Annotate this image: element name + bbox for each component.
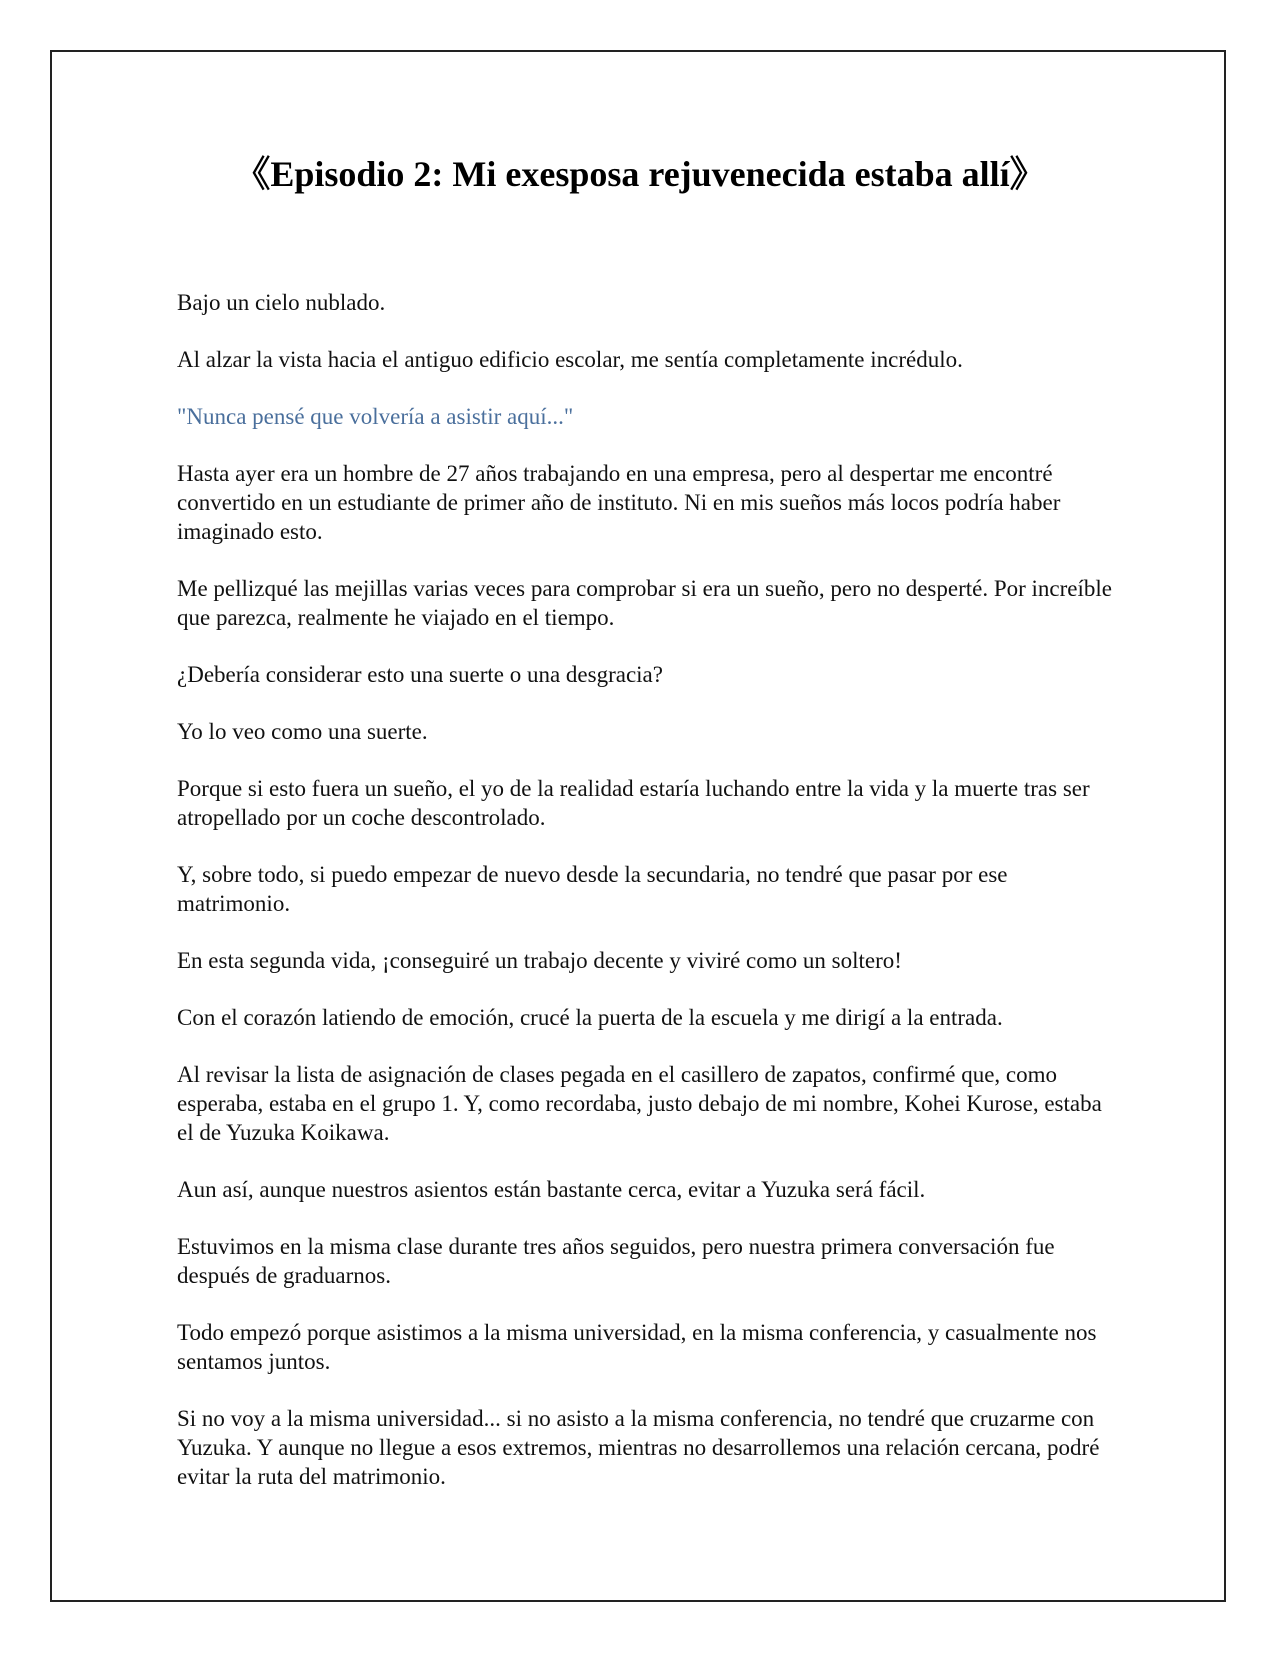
paragraph: En esta segunda vida, ¡conseguiré un trabajo decente y viviré como un soltero! <box>177 948 902 973</box>
dialogue-paragraph: "Nunca pensé que volvería a asistir aquí..." <box>177 404 574 429</box>
paragraph: Todo empezó porque asistimos a la misma universidad, en la misma conferencia, y casualmente nos sentamos juntos. <box>177 1320 1097 1374</box>
paragraph: Me pellizqué las mejillas varias veces para comprobar si era un sueño, pero no desperté. Por increíble que parezca, realmente he viajado en el tiempo. <box>177 576 1112 630</box>
chapter-title: 《Episodio 2: Mi exesposa rejuvenecida estaba allí》 <box>234 154 1046 194</box>
paragraph: Y, sobre todo, si puedo empezar de nuevo desde la secundaria, no tendré que pasar por ese matrimonio. <box>177 862 1008 916</box>
paragraph: Hasta ayer era un hombre de 27 años trabajando en una empresa, pero al despertar me encontré convertido en un estudiante de primer año de instituto. Ni en mis sueños más locos podría haber imaginado esto. <box>177 461 1061 544</box>
paragraph: Yo lo veo como una suerte. <box>177 719 428 744</box>
paragraph: Aun así, aunque nuestros asientos están bastante cerca, evitar a Yuzuka será fácil. <box>177 1177 926 1202</box>
paragraph: Estuvimos en la misma clase durante tres años seguidos, pero nuestra primera conversación fue después de graduarnos. <box>177 1234 1055 1288</box>
chapter-body <box>177 288 1112 1519</box>
paragraph: Con el corazón latiendo de emoción, crucé la puerta de la escuela y me dirigí a la entrada. <box>177 1005 1003 1030</box>
paragraph: Al alzar la vista hacia el antiguo edificio escolar, me sentía completamente incrédulo. <box>177 347 963 372</box>
paragraph: Bajo un cielo nublado. <box>177 290 386 315</box>
paragraph: Si no voy a la misma universidad... si no asisto a la misma conferencia, no tendré que cruzarme con Yuzuka. Y aunque no llegue a esos extremos, mientras no desarrollemos una relación cercana, podré evitar la ruta del matrimonio. <box>177 1406 1100 1489</box>
paragraph: ¿Debería considerar esto una suerte o una desgracia? <box>177 662 663 687</box>
paragraph: Porque si esto fuera un sueño, el yo de la realidad estaría luchando entre la vida y la muerte tras ser atropellado por un coche descontrolado. <box>177 776 1090 830</box>
paragraph: Al revisar la lista de asignación de clases pegada en el casillero de zapatos, confirmé que, como esperaba, estaba en el grupo 1. Y, como recordaba, justo debajo de mi nombre, Kohei Kurose, estaba el de Yuzuka Koikawa. <box>177 1062 1102 1145</box>
